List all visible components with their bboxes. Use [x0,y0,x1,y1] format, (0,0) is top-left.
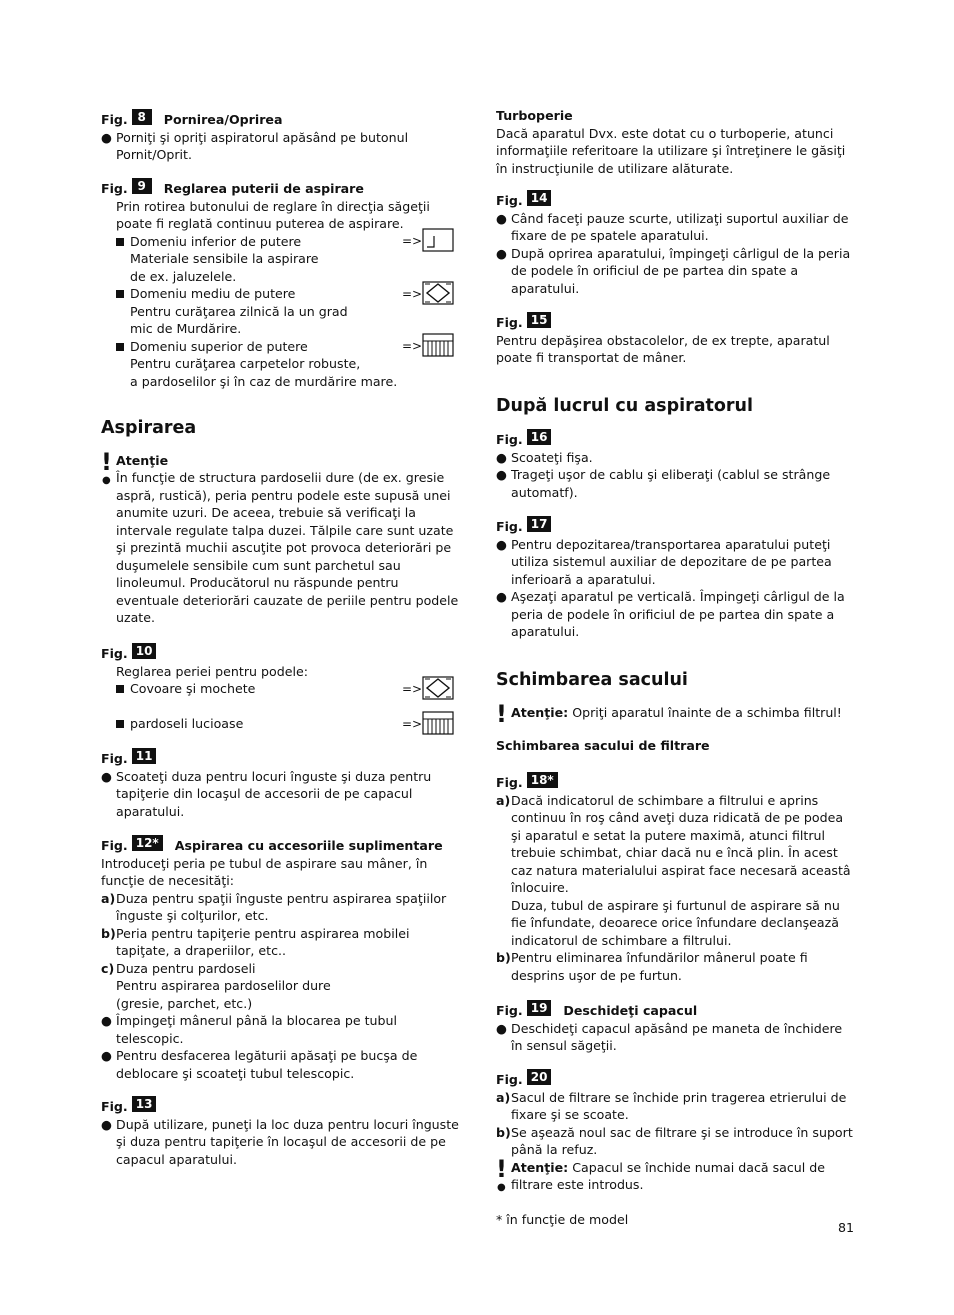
fig18-section [496,774,856,984]
arrow-text: => [402,717,423,731]
bullet-text: Deschideţi capacul apăsând pe maneta de închidere în sensul săgeţii. [511,1020,843,1053]
fig12-header [101,837,463,855]
fig13-section [101,1098,463,1168]
fig-number: 13 [132,1096,157,1112]
square-bullet-icon [116,685,124,693]
bullet-dot: ● [101,1048,112,1063]
fig11-section [101,750,463,820]
fig-number: 20 [527,1069,552,1085]
section-heading: Aspirarea [101,418,197,438]
turbo-section [496,107,856,177]
fig16-section [496,431,856,501]
fig11-header [101,750,463,768]
step-text: Duza pentru spaţii înguste pentru aspirarea spaţiilor înguste şi colţurilor, etc. [116,890,447,923]
square-bullet-icon [116,720,124,728]
carpet-setting-icon [422,676,454,700]
fig20-section [496,1071,856,1194]
section-heading: După lucrul cu aspiratorul [496,396,754,416]
fig-number: 16 [527,429,552,445]
fig9-intro: Prin rotirea butonului de reglare în direcţia săgeţii poate fi reglată continuu puterea de aspirare. [116,198,430,231]
step-b [496,949,856,984]
fig-label: Fig. [496,519,523,534]
fig-label: Fig. [496,775,523,790]
bullet-item [101,768,463,821]
step-label: a) [496,792,511,808]
bullet-item [496,588,856,641]
warning-text: În funcţie de structura pardoselii dure (de ex. gresie aspră, rustică), peria pentru podele este supusă unei anumite uzuri. De aceea, trebuie să verificaţi la intervale regulate talpa duzei. Tălpile care sunt uzate şi prezintă muchii ascuţite pot provoca deteriorări pe duşumelele sensibile cum sunt parchetul sau linoleumul. Producătorul nu răspunde pentru eventuale deteriorări cauzate de periile pentru podele uzate. [116,470,459,625]
fig-title: Deschideţi capacul [563,1003,698,1018]
item-line: Pentru curăţarea zilnică la un grad [130,303,348,319]
warning-icon [101,447,116,627]
step-a [496,1089,856,1124]
square-bullet-icon [116,343,124,351]
bullet-text: Porniţi şi opriţi aspiratorul apăsând pe butonul Pornit/Oprit. [116,129,409,162]
warning-title: Atenţie: [511,704,569,720]
medium-power-icon [422,281,454,305]
bullet-dot: ● [496,449,507,465]
step-label: b) [496,1124,511,1140]
bullet-text: După utilizare, puneţi la loc duza pentru locuri înguste şi duza pentru tapiţerie în locaşul de accesorii de pe capacul aparatului. [116,1116,459,1167]
bullet-text: Împingeţi mânerul până la blocarea pe tubul telescopic. [116,1013,397,1046]
item-line: Domeniu mediu de putere [130,286,296,301]
fig9-section [101,180,463,390]
bullet-dot: ● [496,1020,507,1036]
warning-icon [496,1154,511,1194]
page-number: 81 [838,1220,855,1235]
fig15-section [496,314,856,367]
fig-title: Reglarea puterii de aspirare [163,181,364,196]
section-heading: Schimbarea sacului [496,670,688,690]
step-label: b) [101,925,116,941]
bullet-item [101,1047,463,1082]
bullet-text: Scoateţi duza pentru locuri înguste şi duza pentru tapiţerie din locaşul de accesorii de pe capacul aparatului. [116,768,432,819]
paragraph: Dacă aparatul Dvx. este dotat cu o turboperie, atunci informaţiile referitoare la utilizare şi întreţinere le găsiţi în instrucţiunile de utilizare alăturate. [496,125,846,176]
warning-block [101,447,463,627]
bullet-item [496,536,856,589]
bullet-dot: ● [496,589,507,604]
fig-label: Fig. [101,838,128,853]
bullet-dot: ● [101,1013,112,1028]
bullet-dot: ● [496,245,507,261]
paragraph: Pentru depăşirea obstacolelor, de ex trepte, aparatul poate fi transportat de mâner. [496,332,830,365]
step-label: a) [496,1089,511,1105]
square-bullet-icon [116,238,124,246]
warning-block [496,699,856,728]
step-text: Duza, tubul de aspirare şi furtunul de aspirare să nu fie înfundate, deoarece orice înfundare declanşează indicatorul de schimbare a filtrului. [511,897,840,948]
fig8-header [101,111,463,129]
bullet-text: Când faceţi pauze scurte, utilizaţi suportul auxiliar de fixare de pe spatele aparatului. [511,210,849,243]
exclamation-mark: ! [101,447,112,476]
fig17-section [496,518,856,641]
fig13-header [101,1098,463,1116]
fig-number: 11 [132,748,157,764]
step-text: Pentru eliminarea înfundărilor mânerul poate fi desprins uşor de pe furtun. [511,950,808,983]
fig18-header [496,774,856,792]
step-text: Dacă indicatorul de schimbare a filtrului e aprins continuu în roş când aveţi duza ridicată de pe podea şi aparatul e setat la putere maximă, atunci filtrul trebuie schimbat, chiar dacă nu e încă plin. În acest caz natura materialului aspirat face necesară aceastâ înlocuire. [511,792,851,895]
bullet-text: Pentru desfacerea legăturii apăsaţi pe bucşa de deblocare şi scoateţi tubul telescopic. [116,1048,418,1081]
fig16-header [496,431,856,449]
step-a [101,890,463,925]
fig-label: Fig. [496,1003,523,1018]
fig8-section [101,111,463,164]
step-c [101,960,463,1013]
bullet-item [496,210,856,245]
bullet-dot: ● [101,768,112,784]
fig14-section [496,192,856,297]
fig-number: 18* [527,772,558,788]
step-line: Duza pentru pardoseli [116,960,256,976]
bullet-dot: ● [496,467,507,482]
aspirarea-section [101,420,463,627]
warning-text: Capacul se închide numai dacă sacul de filtrare este introdus. [511,1159,826,1192]
bullet-item [101,1012,463,1047]
step-text: Se aşează noul sac de filtrare şi se introduce în suport până la refuz. [511,1124,853,1157]
step-text: Sacul de filtrare se închide prin tragerea etrierului de fixare şi se scoate. [511,1089,847,1122]
fig12-intro: Introduceţi peria pe tubul de aspirare sau mâner, în funcţie de necesităţi: [101,855,428,888]
fig19-header [496,1002,856,1020]
fig-number: 12* [132,835,163,851]
fig17-header [496,518,856,536]
arrow-text: => [402,287,423,301]
item-line: de ex. jaluzelele. [130,268,237,284]
step-label: b) [496,950,511,965]
bullet-dot: ● [101,129,112,145]
footnote: * în funcţie de model [496,1212,629,1227]
fig14-header [496,192,856,210]
dupa-section [496,398,856,416]
item-line: Pentru curăţarea carpetelor robuste, [130,356,361,371]
bullet-text: După oprirea aparatului, împingeţi cârligul de la peria de podele în orificiul de pe partea din spate a aparatului. [511,245,851,296]
fig-label: Fig. [496,193,523,208]
bullet-item [496,245,856,298]
exclamation-mark: ! [496,1154,507,1183]
arrow-text: => [402,339,423,353]
warning-block [496,1154,856,1194]
item-line: Domeniu superior de putere [130,338,308,354]
warning-title: Atenţie [116,452,169,468]
fig10-intro: Reglarea periei pentru podele: [116,663,308,679]
hard-floor-setting-icon [422,711,454,735]
fig-label: Fig. [101,112,128,127]
bullet-dot: ● [496,210,507,226]
step-b [101,925,463,960]
step-text: Peria pentru tapiţerie pentru aspirarea mobilei tapiţate, a draperiilor, etc.. [116,925,410,958]
exclamation-mark: ! [496,699,507,728]
fig-label: Fig. [101,181,128,196]
warning-title: Atenţie: [511,1159,569,1175]
item-line: mic de Murdărire. [130,321,242,336]
step-line: (gresie, parchet, etc.) [116,995,253,1011]
fig-number: 8 [132,109,152,125]
fig-label: Fig. [101,646,128,661]
fig-number: 15 [527,312,552,328]
schimbarea-section [496,672,856,755]
fig10-header [101,645,463,663]
fig-number: 17 [527,516,552,532]
fig-label: Fig. [496,432,523,447]
bullet-item [101,129,463,164]
bullet-item [496,466,856,501]
high-power-icon [422,333,454,357]
item-line: Domeniu inferior de putere [130,233,302,249]
fig15-header [496,314,856,332]
arrow-text: => [402,234,423,248]
bullet-dot: ● [102,474,111,486]
fig-label: Fig. [101,1099,128,1114]
bullet-item [101,1116,463,1169]
fig-number: 10 [132,643,157,659]
item-text: Covoare şi mochete [130,681,256,696]
item-line: a pardoselilor şi în caz de murdărire mare. [130,373,398,389]
fig-label: Fig. [101,751,128,766]
fig9-header [101,180,463,198]
subsection-title: Schimbarea sacului de filtrare [496,738,710,753]
step-label: a) [101,890,116,906]
bullet-dot: ● [497,1181,506,1193]
fig-number: 14 [527,190,552,206]
subsection-title: Turboperie [496,108,573,123]
fig-label: Fig. [496,315,523,330]
warning-icon [496,699,511,728]
bullet-item [496,449,856,467]
fig19-section [496,1002,856,1055]
fig20-header [496,1071,856,1089]
fig-number: 9 [132,178,152,194]
step-line: Pentru aspirarea pardoselilor dure [116,978,331,993]
bullet-dot: ● [101,1116,112,1132]
step-b [496,1124,856,1159]
bullet-text: Scoateţi fişa. [511,449,593,465]
item-line: Materiale sensibile la aspirare [130,251,319,266]
warning-text: Opriţi aparatul înainte de a schimba filtrul! [572,704,842,720]
bullet-text: Trageţi uşor de cablu şi eliberaţi (cablul se strânge automatf). [511,467,831,500]
square-bullet-icon [116,290,124,298]
item-text: pardoseli lucioase [130,715,244,731]
fig-title: Pornirea/Oprirea [163,112,283,127]
fig-label: Fig. [496,1072,523,1087]
bullet-item [496,1020,856,1055]
step-label: c) [101,960,115,976]
step-a [496,792,856,950]
low-power-icon [422,228,454,252]
bullet-text: Pentru depozitarea/transportarea aparatului puteţi utiliza sistemul auxiliar de depozitare de pe partea inferioară a aparatului. [511,536,832,587]
fig-title: Aspirarea cu accesoriile suplimentare [174,838,443,853]
arrow-text: => [402,682,423,696]
fig12-section [101,837,463,1082]
bullet-text: Aşezaţi aparatul pe verticală. Împingeţi cârligul de la peria de podele în orificiul de pe partea din spate a aparatului. [511,589,845,639]
fig-number: 19 [527,1000,552,1016]
bullet-dot: ● [496,536,507,552]
